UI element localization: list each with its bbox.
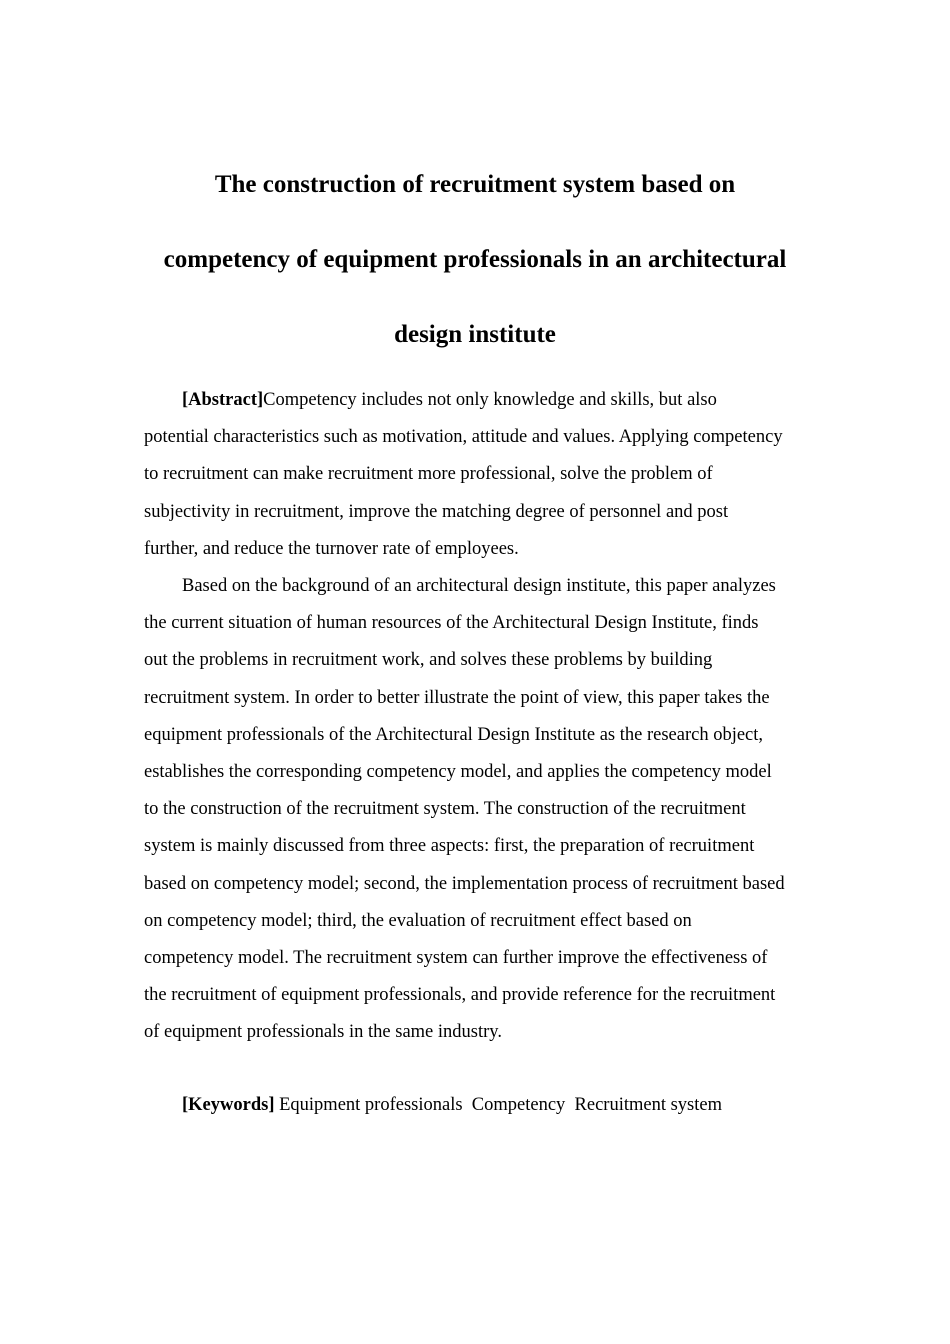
paragraph-line: the recruitment of equipment professionals, and provide reference for the recruitment (144, 985, 776, 1006)
paragraph-line: out the problems in recruitment work, and solves these problems by building (144, 650, 713, 671)
paragraph-line: system is mainly discussed from three aspects: first, the preparation of recruitment (144, 836, 755, 857)
keywords-line (144, 1087, 824, 1124)
abstract-line: further, and reduce the turnover rate of employees. (144, 538, 519, 559)
paragraph-line: Based on the background of an architectural design institute, this paper analyzes (182, 576, 776, 596)
title-line-1: The construction of recruitment system based on (214, 171, 736, 198)
abstract-line: to recruitment can make recruitment more professional, solve the problem of (144, 464, 713, 485)
paragraph-line: the current situation of human resources of the Architectural Design Institute, finds (144, 613, 759, 634)
abstract-line: potential characteristics such as motivation, attitude and values. Applying competency (144, 427, 783, 448)
paper-title (100, 147, 850, 372)
paragraph-line: on competency model; third, the evaluation of recruitment effect based on (144, 910, 692, 931)
keywords-label: [Keywords] (182, 1095, 275, 1115)
abstract-line-text: Competency includes not only knowledge and skills, but also (263, 390, 717, 410)
keywords-text: Equipment professionals Competency Recruitment system (274, 1095, 722, 1115)
paragraph-line: recruitment system. In order to better illustrate the point of view, this paper takes the (144, 687, 770, 708)
title-line-3: design institute (394, 321, 556, 348)
paragraph-line: to the construction of the recruitment system. The construction of the recruitment (144, 799, 746, 820)
title-line-2: competency of equipment professionals in an architectural (163, 246, 787, 273)
paragraph-line: based on competency model; second, the implementation process of recruitment based (144, 873, 785, 894)
abstract-paragraph (144, 382, 824, 568)
abstract-label: [Abstract] (182, 390, 264, 410)
paragraph-line: of equipment professionals in the same industry. (144, 1022, 502, 1043)
keywords-section (144, 1087, 824, 1124)
paragraph-line: equipment professionals of the Architectural Design Institute as the research object, (144, 724, 764, 745)
paragraph-line: establishes the corresponding competency model, and applies the competency model (144, 762, 772, 783)
abstract-line: subjectivity in recruitment, improve the matching degree of personnel and post (144, 501, 729, 522)
paragraph-line: competency model. The recruitment system can further improve the effectiveness of (144, 948, 768, 969)
abstract-line (144, 382, 824, 419)
body-paragraph (144, 568, 824, 1052)
